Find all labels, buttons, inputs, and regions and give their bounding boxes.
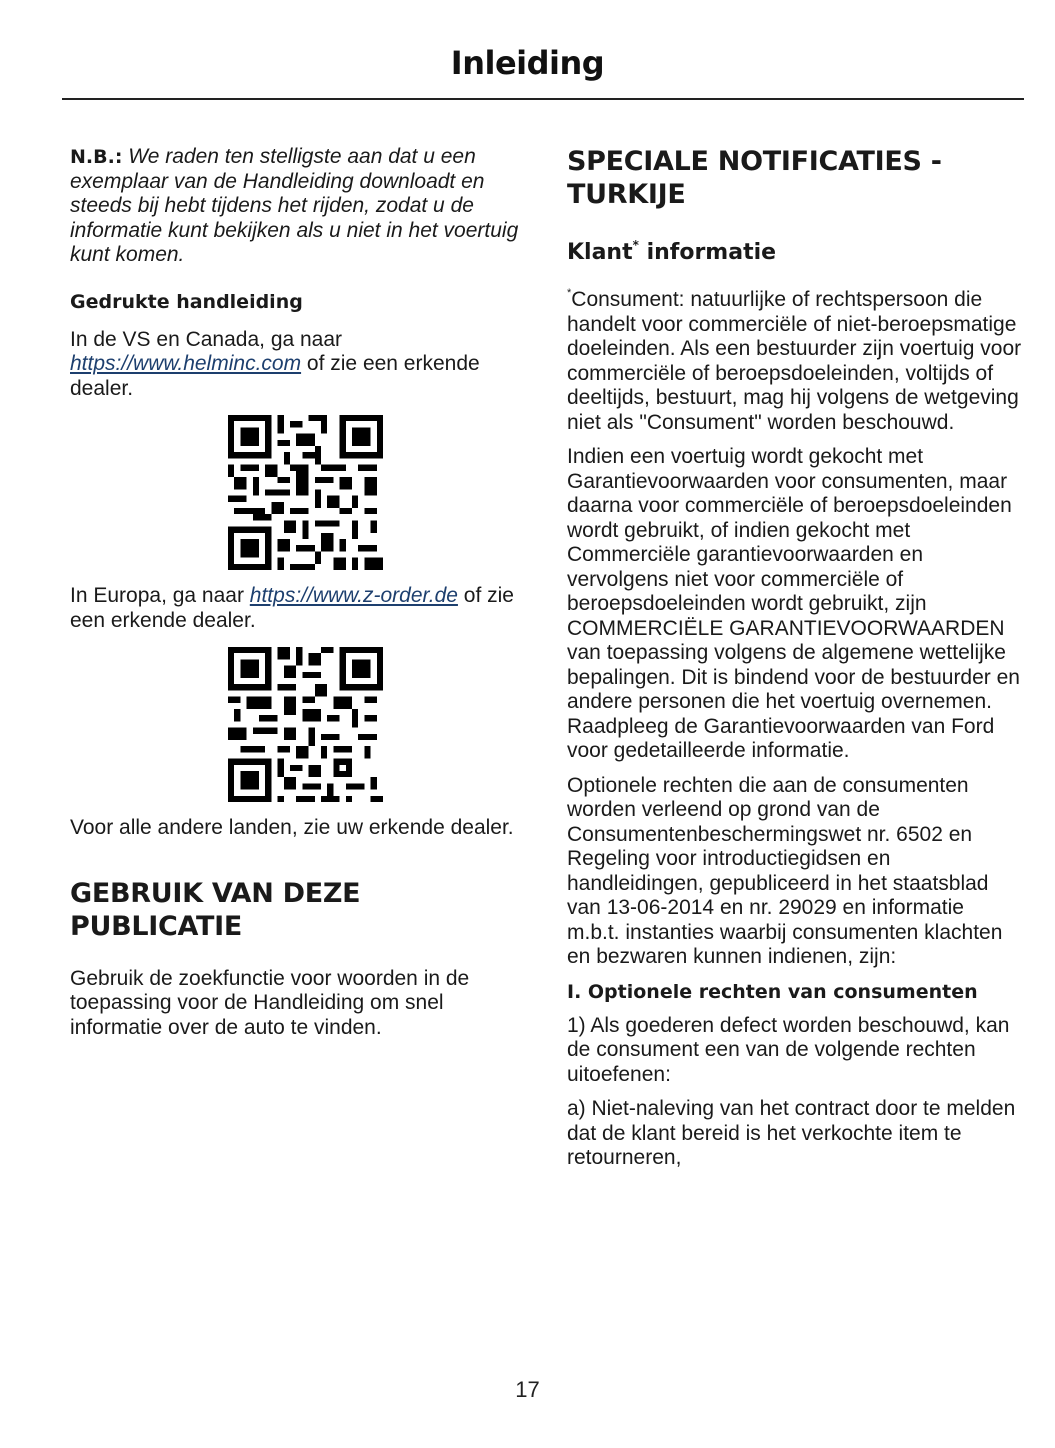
consumer-rights-heading: I. Optionele rechten van consumenten [567,980,978,1003]
us-canada-prefix: In de VS en Canada, ga naar [70,327,343,351]
turkey-notices-heading: SPECIALE NOTIFICATIES - TURKIJE [567,146,942,210]
left-column [70,145,530,1040]
warranty-paragraph: Indien een voertuig wordt gekocht met Garantievoorwaarden voor consumenten, maar daarna voor commerciële of beroepsdoeleinden wordt gebruikt, of indien gekocht met Commerciële garantievoorwaarden en vervolgens niet voor commerciële of beroepsdoeleinden wordt gebruikt, zijn COMMERCIËLE GARANTIEVOORWAARDEN van toepassing volgens de algemene wettelijke bepalingen. Dit is bindend voor de bestuurder en andere personen die het voertuig overnemen. Raadpleeg de Garantievoorwaarden van Ford voor gedetailleerde informatie. [567,445,1020,762]
printed-manual-heading: Gedrukte handleiding [70,290,303,313]
page-number: 17 [515,1377,540,1402]
usage-section-text: Gebruik de zoekfunctie voor woorden in de toepassing voor de Handleiding om snel informatie over de auto te vinden. [70,966,470,1039]
right-column [567,145,1022,1171]
customer-info-heading-main: Klant [567,240,633,265]
title-divider [62,98,1024,100]
europe-suffix: of zie een erkende dealer. [70,584,514,632]
us-canada-suffix: of zie een erkende dealer. [70,352,480,400]
rights-item-1: 1) Als goederen defect worden beschouwd, kan de consument een van de volgende rechten uitoefenen: [567,1013,1010,1086]
asterisk-marker: * [632,238,639,252]
note-text: We raden ten stelligste aan dat u een exemplaar van de Handleiding downloadt en steeds bij hebt tijdens het rijden, zodat u de informatie kunt bekijken als u niet in het voertuig kunt komen. [70,145,519,266]
qr-code-helminc-icon [228,415,383,570]
rights-item-a: a) Niet-naleving van het contract door te melden dat de klant bereid is het verkochte item te retourneren, [567,1097,1016,1169]
consumer-definition-paragraph [567,281,1022,435]
consumer-definition-text: Consument: natuurlijke of rechtspersoon die handelt voor commerciële of niet-beroepsmatige doeleinden. Als een bestuurder zijn voertuig voor commerciële of beroepsdoeleinden, voltijds of deeltijds, bestuurt, mag hij volgens de wetgeving niet als "Consument" worden beschouwd. [567,288,1022,434]
optional-rights-intro-paragraph: Optionele rechten die aan de consumenten worden verleend op grond van de Consumentenbeschermingswet nr. 6502 en Regeling voor introductiegidsen en handleidingen, gepubliceerd in het staatsblad van 13-06-2014 en nr. 29029 en informatie m.b.t. instanties waarbij consumenten klachten en bezwaren kunnen indienen, zijn: [567,773,1003,968]
page-title: Inleiding [450,44,605,82]
note-paragraph [70,145,530,268]
usage-section-heading: GEBRUIK VAN DEZE PUBLICATIE [70,877,361,942]
z-order-link[interactable]: https://www.z-order.de [249,584,458,607]
us-canada-paragraph [70,328,530,402]
customer-info-heading-rest: informatie [638,240,777,265]
qr-code-z-order-icon [228,647,383,802]
customer-info-heading [567,231,1022,267]
note-label: N.B.: [70,146,123,168]
helminc-link[interactable]: https://www.helminc.com [70,352,302,375]
europe-prefix: In Europa, ga naar [70,584,250,607]
europe-paragraph [70,584,530,633]
footnote-asterisk: * [567,287,572,299]
other-countries-paragraph: Voor alle andere landen, zie uw erkende dealer. [70,816,514,839]
